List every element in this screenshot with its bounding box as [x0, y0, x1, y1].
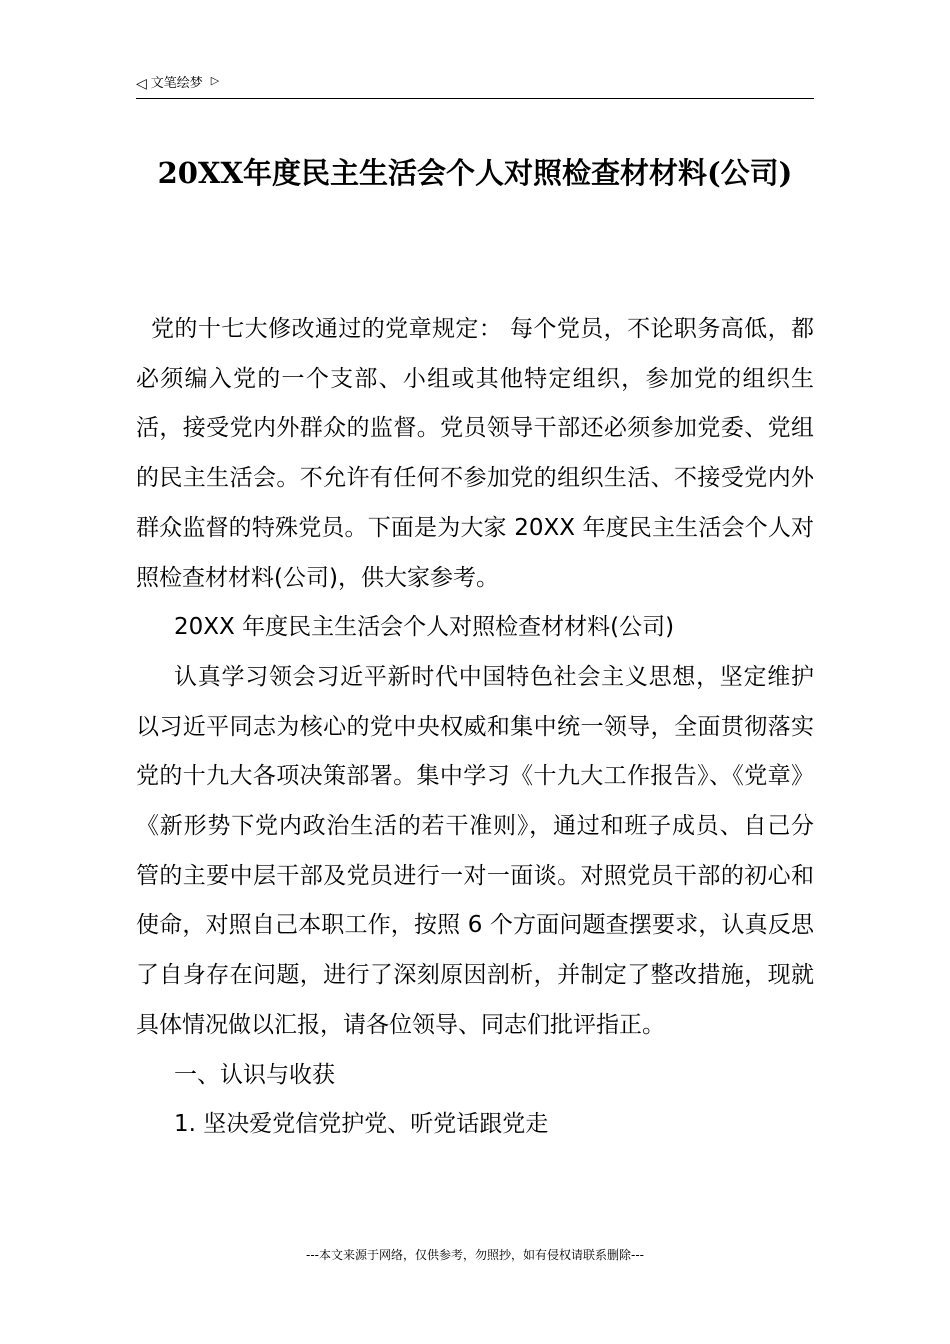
header-brand-group — [136, 76, 219, 92]
page-header — [136, 72, 814, 99]
document-body — [136, 305, 814, 1150]
paragraph-subtitle: 20XX 年度民主生活会个人对照检查材材料(公司) — [174, 614, 675, 641]
left-triangle-icon: ◁ — [136, 76, 147, 92]
right-triangle-icon: ▷ — [210, 74, 220, 87]
paragraph-intro: 党的十七大修改通过的党章规定： 每个党员，不论职务高低，都必须编入党的一个支部、小组或其他特定组织，参加党的组织生活，接受党内外群众的监督。党员领导干部还必须参加党委、党组的民主生活会。不允许有任何不参加党的组织生活、不接受党内外群众监督的特殊党员。下面是为大家 20XX 年度民主生活会个人对照检查材材料(公司)，供大家参考。 — [136, 316, 814, 591]
document-title: 20XX年度民主生活会个人对照检查材材料(公司) — [157, 156, 793, 190]
paragraph-main: 认真学习领会习近平新时代中国特色社会主义思想，坚定维护以习近平同志为核心的党中央权威和集中统一领导，全面贯彻落实党的十九大各项决策部署。集中学习《十九大工作报告》、《党章》《新形势下党内政治生活的若干准则》，通过和班子成员、自己分管的主要中层干部及党员进行一对一面谈。对照党员干部的初心和使命，对照自己本职工作，按照 6 个方面问题查摆要求，认真反思了自身存在问题，进行了深刻原因剖析，并制定了整改措施，现就具体情况做以汇报，请各位领导、同志们批评指正。 — [136, 663, 814, 1038]
header-brand: 文笔绘梦 — [150, 76, 203, 91]
page-footer: ---本文来源于网络，仅供参考，勿照抄，如有侵权请联系删除--- — [306, 1248, 644, 1262]
subsection-heading: 1. 坚决爱党信党护党、听党话跟党走 — [174, 1111, 549, 1138]
section-heading: 一、认识与收获 — [174, 1061, 335, 1088]
